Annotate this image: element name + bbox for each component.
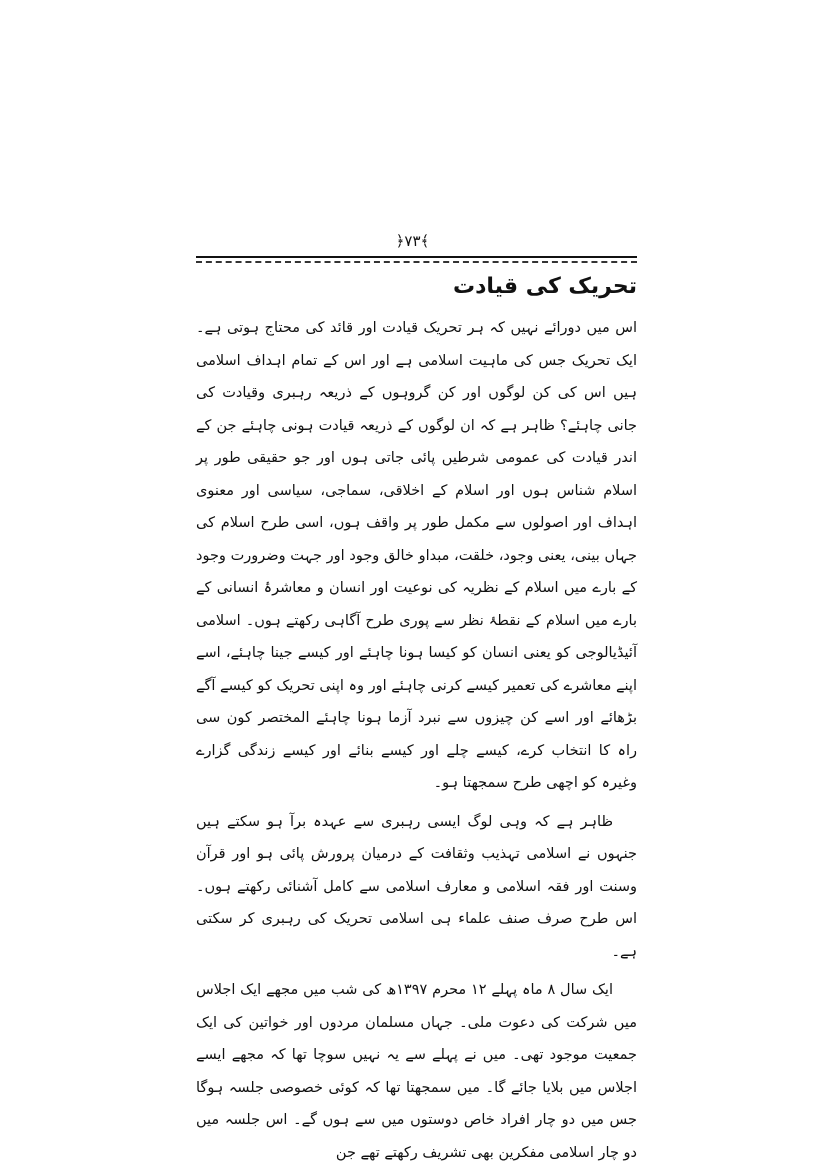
- paragraph: ایک سال ۸ ماہ پہلے ۱۲ محرم ۱۳۹۷ھ کی شب میں مجھے ایک اجلاس میں شرکت کی دعوت ملی۔ جہاں مسلمان مردوں اور خواتین کی ایک جمعیت موجود تھی۔ میں نے پہلے سے یہ نہیں سوچا تھا کہ مجھے ایسے اجلاس میں بلایا جائے گا۔ میں سمجھتا تھا کہ کوئی خصوصی جلسہ ہوگا جس میں دو چار افراد خاص دوستوں میں سے ہوں گے۔ اس جلسہ میں دو چار اسلامی مفکرین بھی تشریف رکھتے تھے جن: [196, 982, 637, 1161]
- paragraph: اس میں دورائے نہیں کہ ہر تحریک قیادت اور قائد کی محتاج ہوتی ہے۔ ایک تحریک جس کی ماہیت اسلامی ہے اور اس کے تمام اہداف اسلامی ہیں اس کی کن لوگوں اور کن گروہوں کے ذریعہ رہبری وقیادت کی جانی چاہئے؟ ظاہر ہے کہ ان لوگوں کے ذریعہ قیادت ہونی چاہئے جن کے اندر قیادت کی عمومی شرطیں پائی جاتی ہوں اور جو حقیقی طور پر اسلام شناس ہوں اور اسلام کے اخلاقی، سماجی، سیاسی اور معنوی اہداف اور اصولوں سے مکمل طور پر واقف ہوں، اسی طرح اسلام کی جہاں بینی، یعنی وجود، خلقت، مبداو خالق وجود اور جہت وضرورت وجود کے بارے میں اسلام کے نظریہ کی نوعیت اور انسان و معاشرۂ انسانی کے بارے میں اسلام کے نقطۂ نظر سے پوری طرح آگاہی رکھتے ہوں۔ اسلامی آئیڈیالوجی کو یعنی انسان کو کیسا ہونا چاہئے اور کیسے جینا چاہئے، اسے اپنے معاشرے کی تعمیر کیسے کرنی چاہئے اور وہ اپنی تحریک کو کیسے آگے بڑھائے اور اسے کن چیزوں سے نبرد آزما ہونا چاہئے المختصر کون سی راہ کا انتخاب کرے، کیسے چلے اور کیسے بنائے اور کیسے زندگی گزارے وغیرہ کو اچھی طرح سمجھتا ہو۔: [196, 320, 637, 791]
- page-body: [196, 272, 637, 1175]
- paragraph: ظاہر ہے کہ وہی لوگ ایسی رہبری سے عہدہ برآ ہو سکتے ہیں جنہوں نے اسلامی تہذیب وثقافت کے درمیان پرورش پائی ہو اور قرآن وسنت اور فقہ اسلامی و معارف اسلامی سے کامل آشنائی رکھتے ہوں۔ اس طرح صرف صنف علماء ہی اسلامی تحریک کی رہبری کر سکتی ہے۔: [196, 813, 637, 960]
- header-rule-dashed: [196, 261, 637, 263]
- section-heading: تحریک کی قیادت: [452, 274, 637, 299]
- page-number: ﴿۷۳﴾: [395, 232, 430, 250]
- header-rule: [196, 256, 637, 258]
